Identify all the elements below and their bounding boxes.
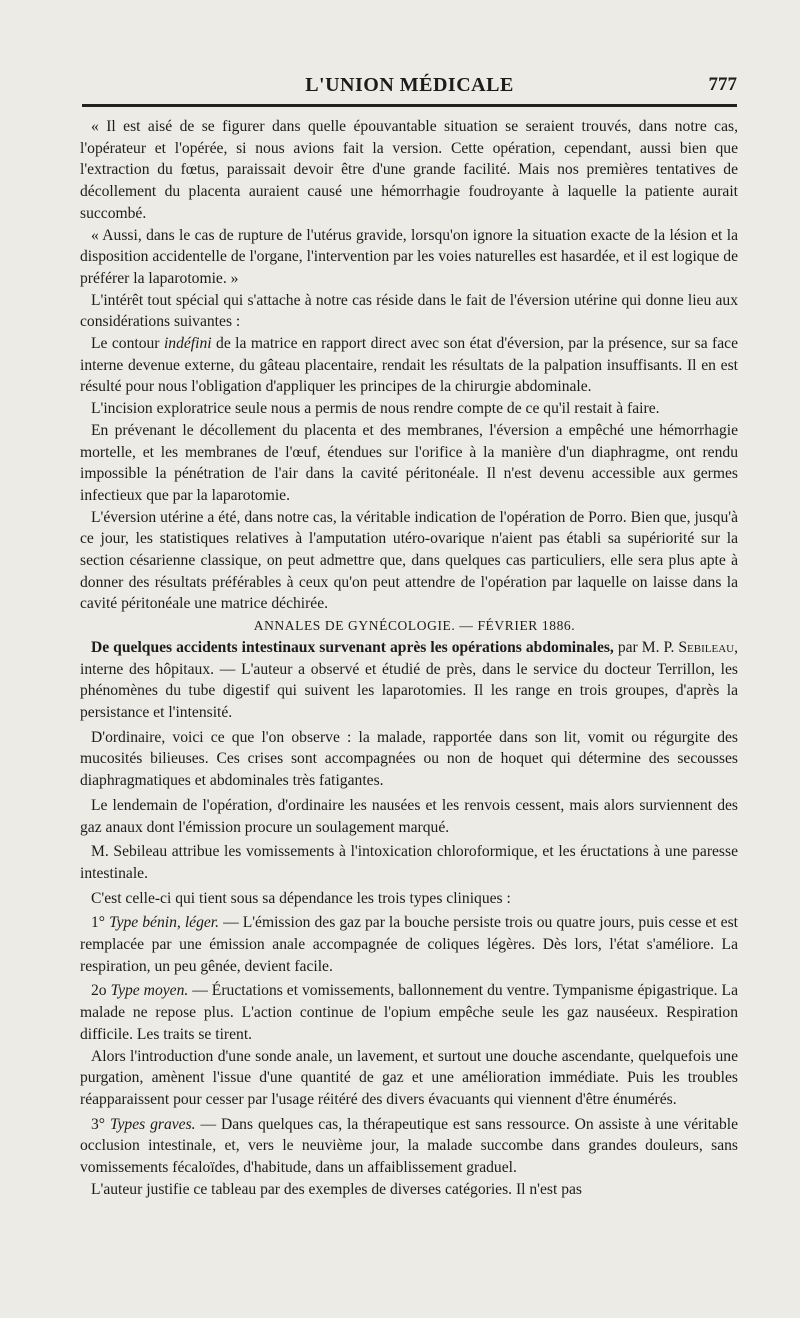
type-item (80, 1114, 738, 1179)
page-header (82, 74, 737, 100)
byline-post: , interne des hôpitaux. — L'auteur a observé et étudié de près, dans le service du docteur Terrillon, les phénomènes du tube digestif qui suivent les laparotomies. Il les range en trois groupes, d'après la persistance et l'intensité. (80, 638, 738, 721)
paragraph: « Il est aisé de se figurer dans quelle épouvantable situation se seraient trouvés, dans notre cas, l'opérateur et l'opérée, si nous avions fait la version. Cette opération, cependant, aussi bien que l'extraction du fœtus, paraissait devoir être d'une grande facilité. Mais nos premières tentatives de décollement du placenta auraient causé une hémorrhagie foudroyante à laquelle la patiente aurait succombé. (80, 118, 738, 222)
page-number: 777 (708, 74, 737, 95)
type-item (80, 980, 738, 1045)
paragraph (80, 333, 738, 398)
paragraph: Alors l'introduction d'une sonde anale, un lavement, et surtout une douche ascendante, quelquefois une purgation, amènent l'issue d'une quantité de gaz et une amélioration immédiate. Puis les troubles réapparaissent pour cesser par l'usage réitéré des divers évacuants qui viennent d'être énumérés. (80, 1047, 738, 1108)
running-title: L'UNION MÉDICALE (305, 74, 514, 96)
paragraph: M. Sebileau attribue les vomissements à l'intoxication chloroformique, et les éructations à une paresse intestinale. (80, 843, 738, 882)
type-number: 1° (91, 914, 106, 932)
paragraph: Le lendemain de l'opération, d'ordinaire les nausées et les renvois cessent, mais alors surviennent des gaz anaux dont l'émission procure un soulagement marqué. (80, 796, 738, 836)
article-title: De quelques accidents intestinaux survenant après les opérations abdominales, (91, 638, 614, 656)
type-text: — L'émission des gaz par la bouche persiste trois ou quatre jours, puis cesse et est remplacée par une émission anale accompagnée de coliques légères. Dès lors, l'état s'améliore. La respiration, un peu gênée, devient facile. (80, 914, 738, 975)
body-text (80, 116, 738, 1200)
section-heading (80, 615, 738, 637)
type-number: 3° (91, 1115, 106, 1133)
paragraph: C'est celle-ci qui tient sous sa dépendance les trois types cliniques : (91, 889, 511, 907)
paragraph: En prévenant le décollement du placenta et des membranes, l'éversion a empêché une hémorrhagie mortelle, et les membranes de l'œuf, étendues sur l'orifice à la manière d'un diaphragme, ont rendu impossible la pénétration de l'air dans la cavité péritonéale. Il n'est devenu accessible aux germes infectieux que par la laparotomie. (80, 421, 738, 504)
type-item (80, 912, 738, 977)
paragraph: L'auteur justifie ce tableau par des exemples de diverses catégories. Il n'est pas (91, 1180, 582, 1198)
type-text: — Dans quelques cas, la thérapeutique est sans ressource. On assiste à une véritable occlusion intestinale, et, vers le neuvième jour, la malade succombe dans grandes douleurs, sans vomissements fécaloïdes, d'habitude, dans un affaiblissement graduel. (80, 1115, 738, 1177)
contour-post: de la matrice en rapport direct avec son état d'éversion, par la présence, sur sa face interne devenue externe, du gâteau placentaire, rendait les résultats de la palpation insuffisants. Il en est résulté pour nous l'obligation d'appliquer les principes de la chirurgie abdominale. (80, 335, 738, 396)
type-label: Type bénin, léger. (109, 914, 220, 932)
paragraph: D'ordinaire, voici ce que l'on observe : la malade, rapportée dans son lit, vomit ou régurgite des mucosités bilieuses. Ces crises sont accompagnées ou non de hoquet qui détermine des secousses diaphragmatiques et abdominales très fatigantes. (80, 728, 738, 790)
paragraph: « Aussi, dans le cas de rupture de l'utérus gravide, lorsqu'on ignore la situation exacte de la lésion et la disposition accidentelle de l'organe, l'intervention par les voies naturelles est hasardée, et il est logique de préférer la laparotomie. » (80, 226, 738, 287)
type-number: 2o (91, 982, 107, 1000)
emphasis: indéfini (163, 335, 212, 353)
journal-name: ANNALES DE GYNÉCOLOGIE. (253, 618, 456, 634)
paragraph: L'incision exploratrice seule nous a permis de nous rendre compte de ce qu'il restait à faire. (91, 400, 660, 418)
article-intro (80, 637, 738, 724)
type-text: — Éructations et vomissements, ballonnement du ventre. Tympanisme épigastrique. La malade ne repose plus. L'action continue de l'opium empêche seule les gaz nauséeux. Respiration difficile. Les traits se tirent. (80, 982, 738, 1043)
paragraph: L'intérêt tout spécial qui s'attache à notre cas réside dans le fait de l'éversion utérine qui donne lieu aux considérations suivantes : (80, 291, 738, 331)
paragraph: L'éversion utérine a été, dans notre cas, la véritable indication de l'opération de Porro. Bien que, jusqu'à ce jour, les statistiques relatives à l'amputation utéro-ovarique n'aient pas établi sa supériorité sur la section césarienne classique, on peut admettre que, dans quelques cas particuliers, elle sera plus apte à donner des résultats préférables à ceux qu'on peut attendre de l'opération par laquelle on laisse dans la cavité péritonéale une matrice déchirée. (80, 508, 738, 613)
section-date: FÉVRIER 1886. (477, 618, 576, 634)
type-label: Type moyen. (110, 982, 189, 1000)
type-label: Types graves. (109, 1115, 196, 1133)
header-rule (82, 104, 737, 107)
section-dash: — (459, 618, 474, 634)
author-name: Sebileau (678, 638, 735, 656)
contour-pre: Le contour (91, 335, 164, 353)
byline-pre: par M. P. (613, 638, 679, 656)
